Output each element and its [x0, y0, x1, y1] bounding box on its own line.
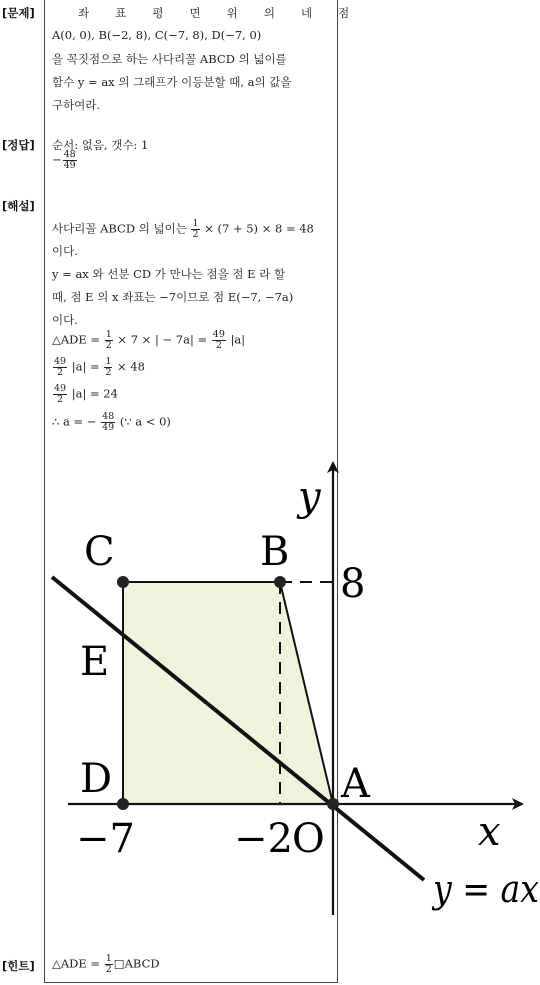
- tick-label-minus-2: −2: [234, 816, 293, 862]
- numerator: 1: [105, 953, 112, 964]
- fraction: [191, 219, 199, 240]
- point-d-dot: [117, 798, 129, 810]
- problem-label: [문제]: [2, 6, 35, 20]
- answer-fraction: [63, 150, 77, 171]
- problem-line-3: 을 꼭짓점으로 하는 사다리꼴 ABCD 의 넓이를: [52, 52, 287, 66]
- fraction: [104, 357, 112, 378]
- numerator: 49: [212, 329, 225, 340]
- denominator: 2: [105, 964, 112, 975]
- point-b-label: B: [260, 529, 290, 575]
- point-e-label: E: [80, 639, 110, 685]
- line-equation-label: y = ax: [431, 867, 539, 911]
- solution-text: × (7 + 5) × 8 = 48: [204, 221, 314, 236]
- origin-label: O: [292, 816, 325, 862]
- answer-value: [52, 150, 78, 171]
- numerator: 1: [105, 356, 112, 367]
- solution-text: |a| = 24: [71, 386, 118, 401]
- fraction: [53, 357, 67, 378]
- answer-numerator: 48: [63, 149, 76, 160]
- numerator: 49: [54, 356, 67, 367]
- denominator: 2: [192, 229, 199, 240]
- answer-denominator: 49: [63, 160, 76, 171]
- denominator: 2: [215, 340, 222, 351]
- denominator: 2: [105, 340, 112, 351]
- solution-text: ∴ a = −: [52, 414, 97, 429]
- numerator: 1: [192, 218, 199, 229]
- solution-text: △ADE =: [52, 332, 101, 347]
- answer-label: [정답]: [2, 138, 35, 152]
- problem-line-4: 함수 y = ax 의 그래프가 이등분할 때, a의 값을: [52, 75, 292, 89]
- hint-text: □ABCD: [113, 956, 160, 971]
- solution-line-3: y = ax 와 선분 CD 가 만나는 점을 점 E 라 할: [52, 267, 286, 281]
- denominator: 2: [57, 367, 64, 378]
- solution-line-2: 이다.: [52, 244, 78, 258]
- fraction: [105, 954, 113, 975]
- point-d-label: D: [80, 756, 113, 802]
- problem-line-2: A(0, 0), B(−2, 8), C(−7, 8), D(−7, 0): [52, 28, 262, 42]
- problem-line-1: 좌 표 평 면 위 의 네 점: [78, 6, 350, 20]
- solution-line-4: 때, 점 E 의 x 좌표는 −7이므로 점 E(−7, −7a): [52, 290, 294, 304]
- solution-text: 사다리꼴 ABCD 의 넓이는: [52, 221, 187, 236]
- trapezoid-abcd: [123, 582, 333, 804]
- fraction: [105, 330, 113, 351]
- point-c-label: C: [84, 529, 115, 575]
- point-c-dot: [117, 576, 129, 588]
- hint-line: [52, 954, 160, 975]
- solution-line-8: [52, 384, 118, 405]
- solution-label: [해설]: [2, 199, 35, 213]
- denominator: 2: [57, 394, 64, 405]
- fraction: [212, 330, 226, 351]
- point-b-dot: [274, 576, 286, 588]
- hint-text: △ADE =: [52, 956, 101, 971]
- denominator: 2: [105, 367, 112, 378]
- numerator: 48: [102, 411, 115, 422]
- tick-label-8: 8: [340, 561, 366, 607]
- solution-text: |a|: [230, 332, 246, 347]
- solution-text: × 7 × | − 7a| =: [117, 332, 208, 347]
- solution-line-5: 이다.: [52, 313, 78, 327]
- numerator: 49: [54, 383, 67, 394]
- numerator: 1: [105, 329, 112, 340]
- point-a-label: A: [341, 761, 370, 807]
- fraction: [53, 384, 67, 405]
- hint-label: [힌트]: [2, 959, 35, 973]
- coordinate-graph: [0, 455, 540, 925]
- solution-line-6: [52, 330, 245, 351]
- problem-line-5: 구하여라.: [52, 98, 101, 112]
- solution-line-1: [52, 219, 314, 240]
- solution-text: × 48: [117, 359, 145, 374]
- fraction: [101, 412, 115, 433]
- answer-sign: −: [52, 152, 62, 167]
- point-a-dot: [327, 798, 339, 810]
- y-axis-label: y: [298, 474, 321, 520]
- solution-text: (∵ a < 0): [119, 414, 171, 429]
- solution-line-9: [52, 412, 171, 433]
- solution-line-7: [52, 357, 145, 378]
- solution-text: |a| =: [71, 359, 100, 374]
- x-axis-label: x: [478, 809, 501, 855]
- answer-line-1: 순서: 없음, 갯수: 1: [52, 138, 149, 152]
- denominator: 49: [102, 422, 115, 433]
- tick-label-minus-7: −7: [76, 816, 135, 862]
